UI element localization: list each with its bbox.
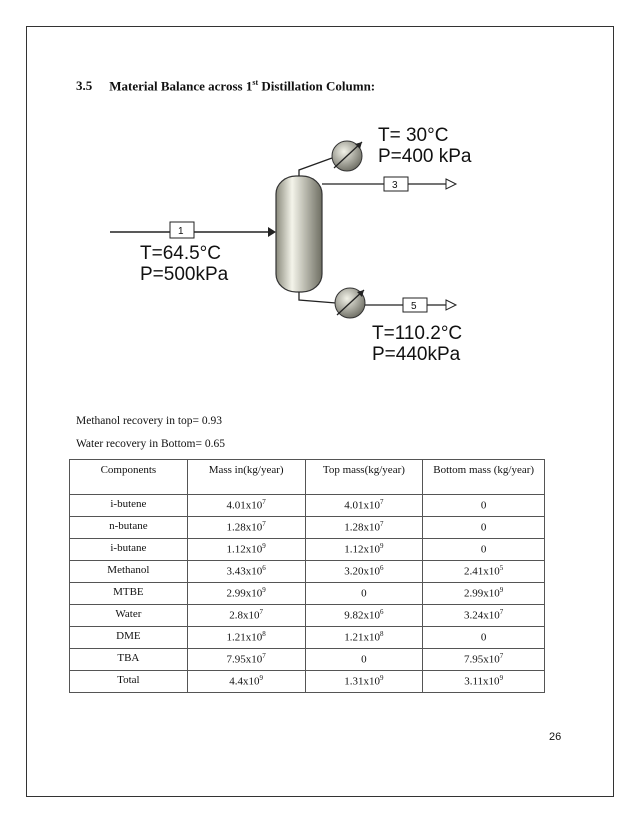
material-balance-table: [69, 459, 545, 693]
bottom-product-arrow-icon: [446, 300, 456, 310]
value-exponent: 7: [259, 608, 263, 616]
table-row: [70, 561, 545, 583]
value-base: 2.99x10: [464, 587, 500, 600]
component-cell: DME: [70, 627, 188, 649]
component-cell: Water: [70, 605, 188, 627]
value-exponent: 9: [380, 674, 384, 682]
bottom-cell: [423, 583, 545, 605]
mass-in-cell: [187, 605, 305, 627]
value-exponent: 7: [262, 498, 266, 506]
value-base: 9.82x10: [344, 609, 381, 622]
value-exponent: 7: [499, 608, 504, 616]
value-base: 2.41x10: [464, 565, 500, 578]
condenser-temperature: T= 30°C: [378, 125, 449, 146]
value-base: 1.12x10: [344, 543, 381, 556]
section-number: 3.5: [76, 78, 93, 94]
table-row: [70, 539, 545, 561]
mass-in-cell: [187, 517, 305, 539]
page-number: 26: [549, 731, 562, 743]
value-base: 3.24x10: [464, 609, 500, 622]
feed-pressure: P=500kPa: [140, 264, 229, 285]
value-exponent: 9: [499, 674, 504, 682]
mass-in-cell: [187, 583, 305, 605]
value-base: 4.4x10: [229, 675, 260, 688]
top-cell: [305, 671, 423, 693]
top-cell: [305, 649, 423, 671]
water-recovery: Water recovery in Bottom= 0.65: [76, 438, 225, 450]
mass-in-cell: [187, 671, 305, 693]
value-base: 7.95x10: [226, 653, 263, 666]
table-row: [70, 605, 545, 627]
bottom-cell: [423, 517, 545, 539]
value-base: 1.28x10: [344, 521, 381, 534]
mass-in-cell: [187, 539, 305, 561]
distillation-column-diagram: [110, 118, 490, 368]
value-base: 0: [480, 499, 487, 512]
bottom-cell: [423, 539, 545, 561]
feed-stream-number: 1: [178, 226, 184, 237]
mass-in-cell: [187, 627, 305, 649]
top-stream-number: 3: [392, 180, 398, 191]
value-exponent: 8: [262, 630, 266, 638]
component-cell: i-butene: [70, 495, 188, 517]
value-exponent: 9: [499, 586, 504, 594]
section-title-suffix: Distillation Column:: [258, 78, 376, 94]
section-heading: [76, 78, 375, 94]
bottom-pressure: P=440kPa: [372, 344, 461, 365]
value-exponent: 7: [262, 652, 266, 660]
bottom-cell: [423, 671, 545, 693]
table-row: [70, 671, 545, 693]
table-row: [70, 583, 545, 605]
value-exponent: 9: [262, 542, 266, 550]
section-title-prefix: Material Balance across 1: [109, 78, 253, 94]
top-cell: [305, 583, 423, 605]
bottom-cell: [423, 495, 545, 517]
overhead-vapor-line: [299, 158, 332, 176]
component-cell: MTBE: [70, 583, 188, 605]
condenser-pressure: P=400 kPa: [378, 146, 472, 167]
value-exponent: 7: [262, 520, 266, 528]
value-base: 0: [480, 543, 487, 556]
table-header-row: [70, 460, 545, 495]
bottom-cell: [423, 649, 545, 671]
column-header: Bottom mass (kg/year): [423, 460, 545, 495]
value-base: 1.21x10: [226, 631, 263, 644]
section-title-sup: st: [252, 78, 259, 87]
component-cell: Total: [70, 671, 188, 693]
value-exponent: 7: [499, 652, 504, 660]
column-header: Top mass(kg/year): [305, 460, 423, 495]
value-exponent: 8: [380, 630, 384, 638]
value-base: 0: [480, 631, 487, 644]
top-cell: [305, 561, 423, 583]
mass-in-cell: [187, 649, 305, 671]
bottoms-line: [299, 292, 336, 303]
table-row: [70, 627, 545, 649]
value-base: 3.20x10: [344, 565, 381, 578]
feed-arrow-icon: [268, 227, 276, 237]
mass-in-cell: [187, 561, 305, 583]
value-base: 4.01x10: [344, 499, 381, 512]
value-exponent: 5: [499, 564, 504, 572]
value-base: 4.01x10: [226, 499, 263, 512]
table-row: [70, 495, 545, 517]
top-cell: [305, 539, 423, 561]
table-row: [70, 517, 545, 539]
value-exponent: 9: [262, 586, 266, 594]
bottom-cell: [423, 627, 545, 649]
component-cell: n-butane: [70, 517, 188, 539]
value-base: 1.28x10: [226, 521, 263, 534]
value-exponent: 7: [380, 520, 384, 528]
value-base: 2.8x10: [229, 609, 260, 622]
bottom-stream-number: 5: [411, 301, 417, 312]
mass-in-cell: [187, 495, 305, 517]
value-base: 0: [480, 521, 487, 534]
bottom-cell: [423, 605, 545, 627]
bottom-cell: [423, 561, 545, 583]
value-exponent: 6: [380, 608, 384, 616]
component-cell: i-butane: [70, 539, 188, 561]
value-base: 0: [361, 653, 367, 666]
column-header: Mass in(kg/year): [187, 460, 305, 495]
column-header: Components: [70, 460, 188, 495]
methanol-recovery: Methanol recovery in top= 0.93: [76, 415, 223, 427]
value-base: 1.21x10: [344, 631, 381, 644]
component-cell: Methanol: [70, 561, 188, 583]
value-base: 1.31x10: [344, 675, 381, 688]
value-base: 1.12x10: [226, 543, 263, 556]
value-exponent: 9: [259, 674, 263, 682]
top-cell: [305, 517, 423, 539]
top-cell: [305, 495, 423, 517]
bottom-temperature: T=110.2°C: [372, 323, 463, 344]
value-base: 3.43x10: [226, 565, 263, 578]
distillation-column: [276, 176, 322, 292]
value-exponent: 6: [380, 564, 384, 572]
value-exponent: 9: [380, 542, 384, 550]
top-product-arrow-icon: [446, 179, 456, 189]
value-base: 7.95x10: [464, 653, 500, 666]
feed-temperature: T=64.5°C: [140, 243, 222, 264]
table-row: [70, 649, 545, 671]
value-exponent: 6: [262, 564, 266, 572]
top-cell: [305, 605, 423, 627]
value-base: 3.11x10: [464, 675, 500, 688]
value-exponent: 7: [380, 498, 384, 506]
top-cell: [305, 627, 423, 649]
component-cell: TBA: [70, 649, 188, 671]
value-base: 0: [361, 587, 367, 600]
value-base: 2.99x10: [226, 587, 263, 600]
